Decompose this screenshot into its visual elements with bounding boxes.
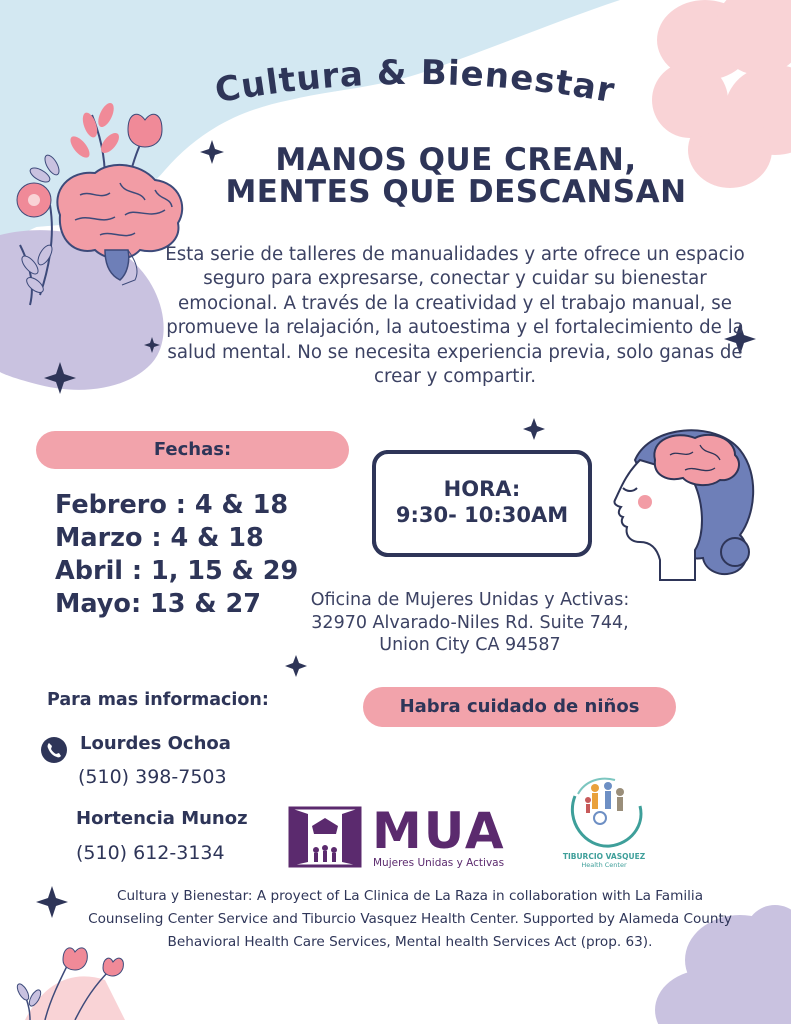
- woman-profile-illustration: [595, 420, 770, 585]
- bottom-flowers-illustration: [15, 940, 135, 1020]
- banner-title-svg: [180, 40, 650, 120]
- headline-line-1: MANOS QUE CREAN,: [275, 142, 637, 178]
- contact-name: Lourdes Ochoa: [80, 733, 231, 754]
- date-item: Mayo: 13 & 27: [55, 589, 261, 619]
- date-item: Abril : 1, 15 & 29: [55, 556, 299, 586]
- tvhc-name: TIBURCIO VASQUEZ: [562, 852, 646, 861]
- contact-phone[interactable]: (510) 612-3134: [76, 842, 225, 864]
- contact-name: Hortencia Munoz: [76, 808, 248, 829]
- tvhc-logo-icon: [560, 766, 650, 856]
- hora-block: [368, 476, 596, 528]
- dates-label-pill: Fechas:: [36, 431, 349, 469]
- address-line-2: 32970 Alvarado-Niles Rd. Suite 744,: [311, 612, 629, 633]
- childcare-pill: Habra cuidado de niños: [363, 687, 676, 727]
- mua-subtitle: Mujeres Unidas y Activas: [373, 857, 505, 869]
- date-item: Marzo : 4 & 18: [55, 523, 264, 553]
- hora-label: HORA:: [443, 477, 521, 501]
- headline-line-2: MENTES QUE DESCANSAN: [225, 174, 687, 210]
- mua-name: MUA: [372, 802, 506, 860]
- address-line-1: Oficina de Mujeres Unidas y Activas:: [310, 590, 630, 610]
- svg-text:Cultura & Bienestar: [212, 53, 618, 111]
- location-address: [270, 589, 670, 657]
- phone-icon: [40, 736, 68, 764]
- banner-title: Cultura & Bienestar: [212, 52, 619, 112]
- address-line-3: Union City CA 94587: [379, 635, 561, 655]
- tvhc-wordmark: [552, 852, 656, 870]
- contact-heading: Para mas informacion:: [47, 690, 269, 710]
- tvhc-subtitle: Health Center: [581, 861, 627, 869]
- date-item: Febrero : 4 & 18: [55, 490, 289, 520]
- headline: [196, 144, 716, 208]
- description-text: Esta serie de talleres de manualidades y arte ofrece un espacio seguro para expresarse, conectar y cuidar su bienestar emocional. A través de la creatividad y el trabajo manual, se promueve la relajación, la autoestima y el fortalecimiento de la salud mental. No se necesita experiencia previa, solo ganas de crear y compartir.: [165, 244, 745, 388]
- hora-value: 9:30- 10:30AM: [395, 503, 569, 527]
- contact-phone[interactable]: (510) 398-7503: [78, 766, 227, 788]
- footer-credits: Cultura y Bienestar: A proyect of La Clinica de La Raza in collaboration with La Familia Counseling Center Service and Tiburcio Vasquez Health Center. Supported by Alameda County Behavioral Health Care Services, Mental health Services Act (prop. 63).: [88, 888, 732, 950]
